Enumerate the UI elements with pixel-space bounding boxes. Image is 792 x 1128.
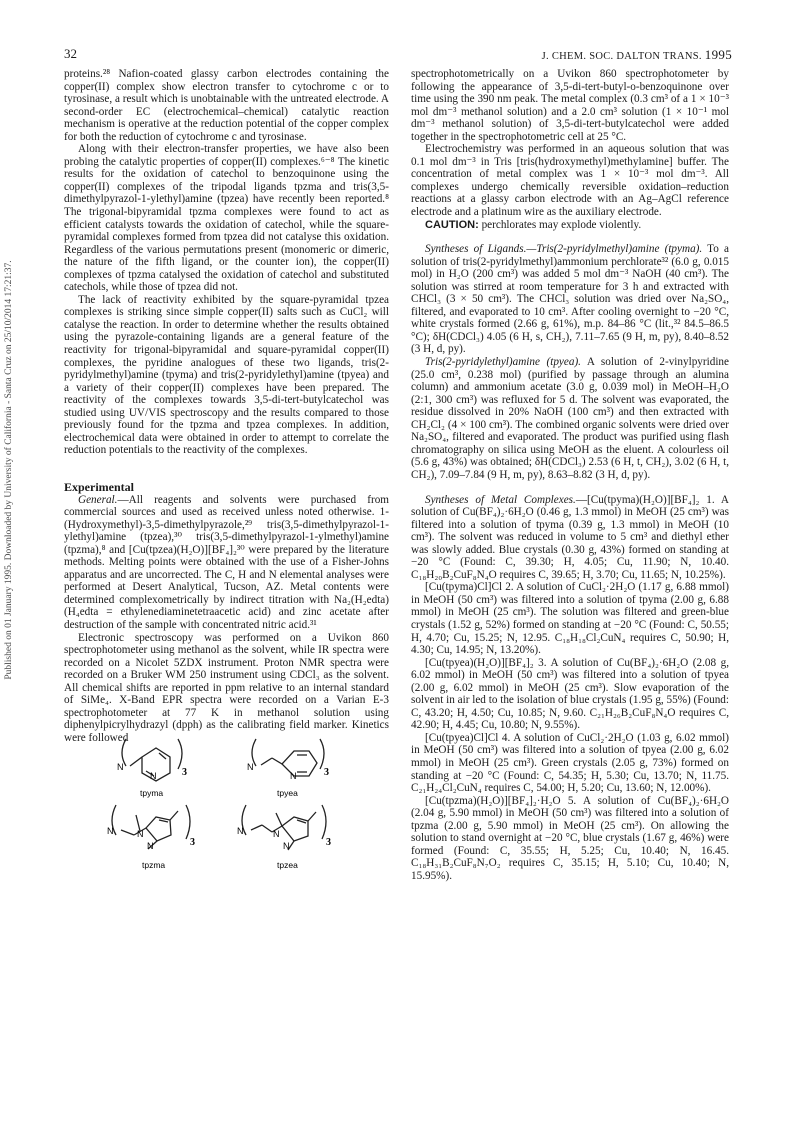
tpyea-structure xyxy=(252,739,324,776)
complex3-paragraph: [Cu(tpyea)(H₂O)][BF₄]₂ 3. A solution of Cu(BF₄)₂·6H₂O (2.08 g, 6.02 mmol) in MeOH (50 cm³) was filtered into a solution of tpyea (2.00 g, 6.02 mmol) in MeOH (25 cm³). Slow evaporation of the solvent in air led to the isolation of blue crystals (1.95 g, 55%) (Found: C, 43.20; H, 4.50; Cu, 10.85; N, 9.60. C₂₁H₂₆B₂CuF₈N₄O requires C, 42.90; H, 4.45; Cu, 10.80; N, 9.55%). xyxy=(411,656,729,732)
download-watermark xyxy=(4,180,18,760)
tpyma-label: tpyma xyxy=(140,788,164,798)
tpzea-amine-n: N xyxy=(237,826,244,836)
section-heading-experimental: Experimental xyxy=(64,479,134,494)
tpyma-amine-n: N xyxy=(117,762,124,772)
tpzea-label: tpzea xyxy=(277,860,298,870)
metal-complexes-label: Syntheses of Metal Complexes. xyxy=(425,493,576,506)
tpzma-ring-n2: N xyxy=(147,841,154,851)
tpyea-amine-n: N xyxy=(247,762,254,772)
journal-title: J. CHEM. SOC. DALTON TRANS. xyxy=(541,51,702,62)
caution-label: CAUTION: xyxy=(425,218,479,231)
section-gap xyxy=(411,482,729,494)
ligand-structures-svg xyxy=(64,733,389,1033)
tpyma-count: 3 xyxy=(182,767,187,778)
tpzea-count: 3 xyxy=(326,837,331,848)
tpyma-ring-n: N xyxy=(150,771,157,781)
tpzma-amine-n: N xyxy=(107,826,114,836)
general-text: —All reagents and solvents were purchased from commercial sources and used as received unless noted otherwise. 1-(Hydroxymethyl)-3,5-dimethylpyrazole,²⁹ tris(3,5-dimethylpyrazol-1-ylethyl)amine (tpzea),³⁰ tris(3,5-dimethylpyrazol-1-ylmethyl)amine (tpzma),⁸ and [Cu(tpzea)(H₂O)][BF₄]₂³⁰ were prepared by the literature methods. Melting points were obtained with the use of a Fisher-Johns apparatus and are uncorrected. The C, H and N elemental analyses were performed at Desert Analytical, Tucson, AZ. Metal contents were determined complexometrically by indirect titration with Na₂(H₂edta) (H₄edta = ethylenediaminetetraacetic acid) and zinc acetate after destruction of the sample with concentrated nitric acid.³¹ xyxy=(64,493,389,631)
kinetics-paragraph: spectrophotometrically on a Uvikon 860 spectrophotometer by following the appearance of 3,5-di-tert-butyl-o-benzoquinone over time using the 390 nm peak. The metal complex (0.3 cm³ of a 1 × 10⁻³ mol dm⁻³ methanol solution) and a 2.0 cm³ solution (1 × 10⁻¹ mol dm⁻³ methanol solution) of 3,5-di-tert-butylcatechol were added together in the spectrophotometric cell at 25 °C. xyxy=(411,68,729,143)
page-number: 32 xyxy=(64,46,77,61)
running-head xyxy=(542,47,732,63)
ligand-structures-figure xyxy=(64,733,389,1033)
tpyea-ring-n: N xyxy=(290,771,297,781)
intro-paragraph-1: proteins.²⁸ Nafion-coated glassy carbon electrodes containing the copper(II) complex show electron transfer to cytochrome c or to tyrosinase, a result which is unobtainable with the untreated electrode. A second-order EC (electrochemical–chemical) catalytic reaction mechanism is operative at the reduction potential of the copper complex for both the reduction of cytochrome c and tyrosinase. xyxy=(64,68,389,143)
tpyma-synthesis-paragraph xyxy=(411,243,729,356)
complex1-text: —[Cu(tpyma)(H₂O)][BF₄]₂ 1. A solution of Cu(BF₄)₂·6H₂O (0.46 g, 1.3 mmol) in MeOH (25 cm³) was filtered into a solution of tpyma (0.39 g, 1.3 mmol) in MeOH (10 cm³). The solvent was reduced in volume to 5 cm³ and diethyl ether was slowly added. Blue crystals (0.30 g, 43%) formed on standing at −20 °C (Found: C, 39.30; H, 4.05; Cu, 11.90; N, 10.40. C₁₈H₂₀B₂CuF₈N₄O requires C, 39.65; H, 3.70; Cu, 11.65; N, 10.25%). xyxy=(411,493,729,581)
section-gap xyxy=(64,457,389,469)
tpyea-synthesis-text: A solution of 2-vinylpyridine (25.0 cm³, 0.238 mol) (purified by passage through an alumina column) and ammonium acetate (3.0 g, 0.039 mol) in MeOH–H₂O (2:1, 300 cm³) was refluxed for 5 d. The solvent was evaporated, the residue dissolved in 20% NaOH (100 cm³) and then extracted with CH₂Cl₂ (4 × 100 cm³). The combined organic solvents were dried over Na₂SO₄, filtered and evaporated. The product was purified using flash chromatography on silica using MeOH as the eluent. A colourless oil (5.6 g, 43%) was obtained; δH(CDCl₃) 2.53 (6 H, t, CH₂), 3.02 (6 H, t, CH₂), 7.09–7.84 (9 H, m, py), 8.63–8.82 (3 H, d, py). xyxy=(411,356,729,481)
complex4-paragraph: [Cu(tpyea)Cl]Cl 4. A solution of CuCl₂·2H₂O (1.03 g, 6.02 mmol) in MeOH (50 cm³) was filtered into a solution of tpyea (2.00 g, 6.02 mmol) in MeOH (25 cm³). Green crystals (2.05 g, 73%) formed on standing at −20 °C (Found: C, 54.35; H, 5.30; Cu, 13.70; N, 11.75. C₂₁H₂₄Cl₂CuN₄ requires C, 54.00; H, 5.20; Cu, 13.60; N, 12.00%). xyxy=(411,731,729,795)
tpzma-label: tpzma xyxy=(142,860,166,870)
tpyma-synthesis-label: Syntheses of Ligands.—Tris(2-pyridylmethyl)amine (tpyma). xyxy=(425,243,703,256)
section-gap xyxy=(411,231,729,243)
tpyea-count: 3 xyxy=(324,767,329,778)
right-column xyxy=(411,68,729,882)
electrochemistry-paragraph: Electrochemistry was performed in an aqueous solution that was 0.1 mol dm⁻³ in Tris [tris(hydroxymethyl)methylamine] buffer. The concentration of metal complex was 1 × 10⁻³ mol dm⁻³. All complexes undergo chemically reversible oxidation–reduction reactions at a glassy carbon electrode with an Ag–AgCl reference electrode and a platinum wire as the auxiliary electrode. xyxy=(411,143,729,219)
complex2-paragraph: [Cu(tpyma)Cl]Cl 2. A solution of CuCl₂·2H₂O (1.17 g, 6.88 mmol) in MeOH (50 cm³) was filtered into a solution of tpyma (2.00 g, 6.88 mmol) in MeOH (25 cm³). The solution was filtered and green-blue crystals (1.52 g, 52%) formed on standing at −20 °C (Found: C, 50.55; H, 4.70; Cu, 15.25; N, 12.95. C₁₈H₁₈Cl₂CuN₄ requires C, 50.90; H, 4.30; Cu, 14.95; N, 13.20%). xyxy=(411,581,729,657)
tpzea-ring-n2: N xyxy=(283,841,290,851)
tpzma-ring-n1: N xyxy=(137,829,144,839)
tpyea-synthesis-paragraph xyxy=(411,356,729,481)
tpzea-ring-n1: N xyxy=(273,829,280,839)
complex5-paragraph: [Cu(tpzma)(H₂O)][BF₄]₂·H₂O 5. A solution of Cu(BF₄)₂·6H₂O (2.04 g, 5.90 mmol) in MeOH (50 cm³) was filtered into a solution of tpzma (2.00 g, 5.90 mmol) in MeOH (25 cm³). On allowing the solution to stand overnight at −20 °C, blue crystals (1.67 g, 46%) were formed (Found: C, 35.55; H, 5.25; Cu, 10.40; N, 16.45. C₁₈H₃₁B₂CuF₈N₇O₂ requires C, 35.15; H, 5.10; Cu, 10.40; N, 15.95%). xyxy=(411,794,729,882)
spectroscopy-paragraph: Electronic spectroscopy was performed on a Uvikon 860 spectrophotometer using methanol as the solvent, while IR spectra were recorded on a Nicolet 5ZDX instrument. Proton NMR spectra were recorded on a Bruker WM 250 instrument using CDCl₃ as the solvent. All chemical shifts are reported in ppm relative to an internal standard of SiMe₄. X-Band EPR spectra were recorded on a Varian E-3 spectrophotometer at 77 K in methanol solution using diphenylpicrylhydrazyl (dpph) as the calibrating field marker. Kinetics were followed xyxy=(64,631,389,744)
tpyea-synthesis-label: Tris(2-pyridylethyl)amine (tpyea). xyxy=(425,356,581,369)
download-watermark-text: Published on 01 January 1995. Downloaded by University of California - Santa Cruz on 25/10/2014 17:21:37. xyxy=(4,260,14,680)
caution-paragraph xyxy=(411,219,729,232)
general-label: General. xyxy=(78,493,118,506)
intro-paragraph-2: Along with their electron-transfer properties, we have also been probing the catalytic properties of copper(II) complexes.⁶⁻⁸ The kinetic results for the oxidation of catechol to benzoquinone using the copper(II) complexes of the tripodal ligands tpzma and tris(3,5-dimethylpyrazol-1-ylethyl)amine (tpzea) have recently been reported.⁸ The trigonal-bipyramidal tpzma complexes were found to act as efficient catalysts towards the oxidation of catechol, while the square-pyramidal complexes formed from tpzea did not catalyse this oxidation. Regardless of the various permutations present (monomeric or dimeric, the nature of the fifth ligand, or the counter ion), the copper(II) complexes of tpzma catalysed the oxidation of catechol and substituted catechols, while those of tpzea did not. xyxy=(64,143,389,294)
caution-text: perchlorates may explode violently. xyxy=(481,218,642,231)
tpyea-label: tpyea xyxy=(277,788,298,798)
intro-paragraph-3: The lack of reactivity exhibited by the square-pyramidal tpzea complexes is striking since simple copper(II) salts such as CuCl₂ will catalyse the reaction. In order to determine whether the results obtained using the pyrazole-containing ligands are a general feature of the reactivity for trigonal-bipyramidal and square-pyramidal copper(II) complexes, the pyridine analogues of these two ligands, tris(2-pyridylmethyl)amine (tpyma) and tris(2-pyridylethyl)amine (tpyea) and a variety of their copper(II) complexes have been prepared. The reactivity of the complexes towards 3,5-di-tert-butylcatechol was studied using UV/VIS spectroscopy and the results compared to those previously found for the tpzma and tpzea complexes. In addition, electrochemical data were obtained in order to attempt to correlate the reduction potentials to the reactivity of the complexes. xyxy=(64,293,389,457)
left-column xyxy=(64,68,389,744)
journal-year: 1995 xyxy=(704,47,732,62)
tpzma-count: 3 xyxy=(190,837,195,848)
complex1-paragraph xyxy=(411,494,729,582)
general-paragraph xyxy=(64,494,389,632)
tpyma-synthesis-text: To a solution of tris(2-pyridylmethyl)ammonium perchlorate³² (6.0 g, 0.015 mol) in H₂O (200 cm³) was added 5 mol dm⁻³ NaOH (40 cm³). The solution was stirred at room temperature for 3 h and extracted with CHCl₃ (3 × 50 cm³). The CHCl₃ solution was dried over Na₂SO₄, filtered, and evaporated to 10 cm³. After cooling overnight to −20 °C, white crystals formed (2.66 g, 61%), m.p. 84–86 °C (lit.,³² 84.5–86.5 °C); δH(CDCl₃) 4.05 (6 H, s, CH₂), 7.11–7.65 (9 H, m, py), 8.40–8.52 (3 H, d, py). xyxy=(411,243,729,356)
